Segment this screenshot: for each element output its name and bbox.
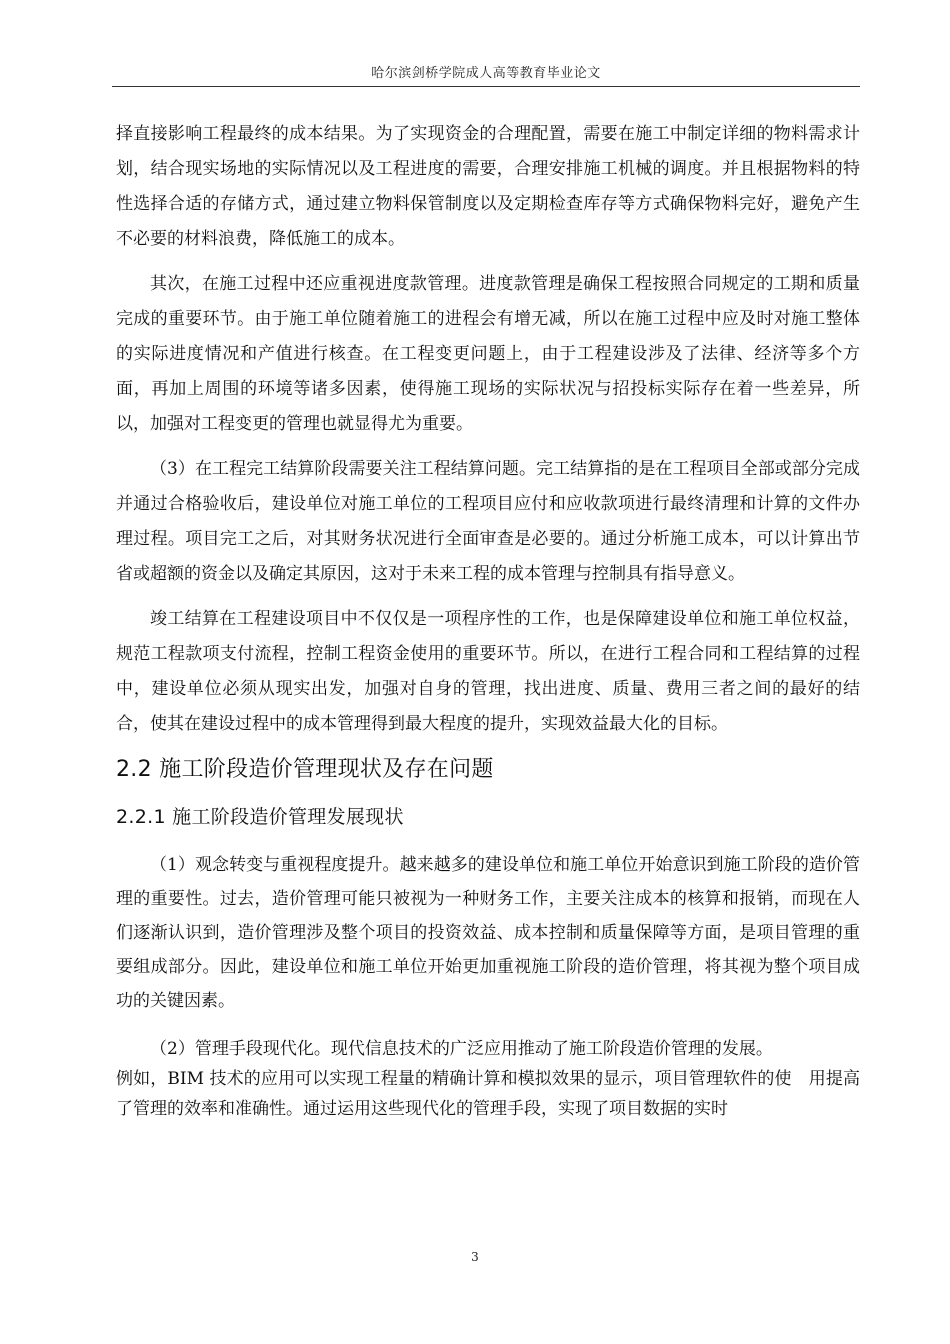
running-header: 哈尔滨剑桥学院成人高等教育毕业论文: [371, 66, 601, 81]
paragraph-modern-means: （2）管理手段现代化。现代信息技术的广泛应用推动了施工阶段造价管理的发展。: [150, 1039, 773, 1059]
section-heading-2-2: 2.2 施工阶段造价管理现状及存在问题: [116, 757, 494, 782]
document-body: [116, 117, 860, 1124]
paragraph-material-plan: 择直接影响工程最终的成本结果。为了实现资金的合理配置，需要在施工中制定详细的物料需求计划，结合现实场地的实际情况以及工程进度的需要，合理安排施工机械的调度。并且根据物料的特性选择合适的存储方式，通过建立物料保管制度以及定期检查库存等方式确保物料完好，避免产生不必要的材料浪费，降低施工的成本。: [116, 124, 860, 249]
subsection-heading-2-2-1: 2.2.1 施工阶段造价管理发展现状: [116, 806, 404, 828]
paragraph-concept-change: （1）观念转变与重视程度提升。越来越多的建设单位和施工单位开始意识到施工阶段的造价管理的重要性。过去，造价管理可能只被视为一种财务工作，主要关注成本的核算和报销，而现在人们逐渐认识到，造价管理涉及整个项目的投资效益、成本控制和质量保障等方面，是项目管理的重要组成部分。因此，建设单位和施工单位开始更加重视施工阶段的造价管理，将其视为整个项目成功的关键因素。: [116, 855, 860, 1011]
paragraph-final-settlement: 竣工结算在工程建设项目中不仅仅是一项程序性的工作，也是保障建设单位和施工单位权益，规范工程款项支付流程，控制工程资金使用的重要环节。所以，在进行工程合同和工程结算的过程中，建设单位必须从现实出发，加强对自身的管理，找出进度、质量、费用三者之间的最好的结合，使其在建设过程中的成本管理得到最大程度的提升，实现效益最大化的目标。: [116, 609, 860, 734]
header-divider: [112, 86, 860, 87]
paragraph-bim-example: 例如，BIM 技术的应用可以实现工程量的精确计算和模拟效果的显示，项目管理软件的使 用提高了管理的效率和准确性。通过运用这些现代化的管理手段，实现了项目数据的实时: [116, 1069, 860, 1119]
paragraph-progress-payment: 其次，在施工过程中还应重视进度款管理。进度款管理是确保工程按照合同规定的工期和质量完成的重要环节。由于施工单位随着施工的进程会有增无减，所以在施工过程中应及时对施工整体的实际进度情况和产值进行核查。在工程变更问题上，由于工程建设涉及了法律、经济等多个方面，再加上周围的环境等诸多因素，使得施工现场的实际状况与招投标实际存在着一些差异，所以，加强对工程变更的管理也就显得尤为重要。: [116, 274, 860, 434]
paragraph-completion-settlement: （3）在工程完工结算阶段需要关注工程结算问题。完工结算指的是在工程项目全部或部分完成并通过合格验收后，建设单位对施工单位的工程项目应付和应收款项进行最终清理和计算的文件办理过程。项目完工之后，对其财务状况进行全面审查是必要的。通过分析施工成本，可以计算出节省或超额的资金以及确定其原因，这对于未来工程的成本管理与控制具有指导意义。: [116, 459, 860, 584]
page-number: 3: [471, 1250, 479, 1264]
